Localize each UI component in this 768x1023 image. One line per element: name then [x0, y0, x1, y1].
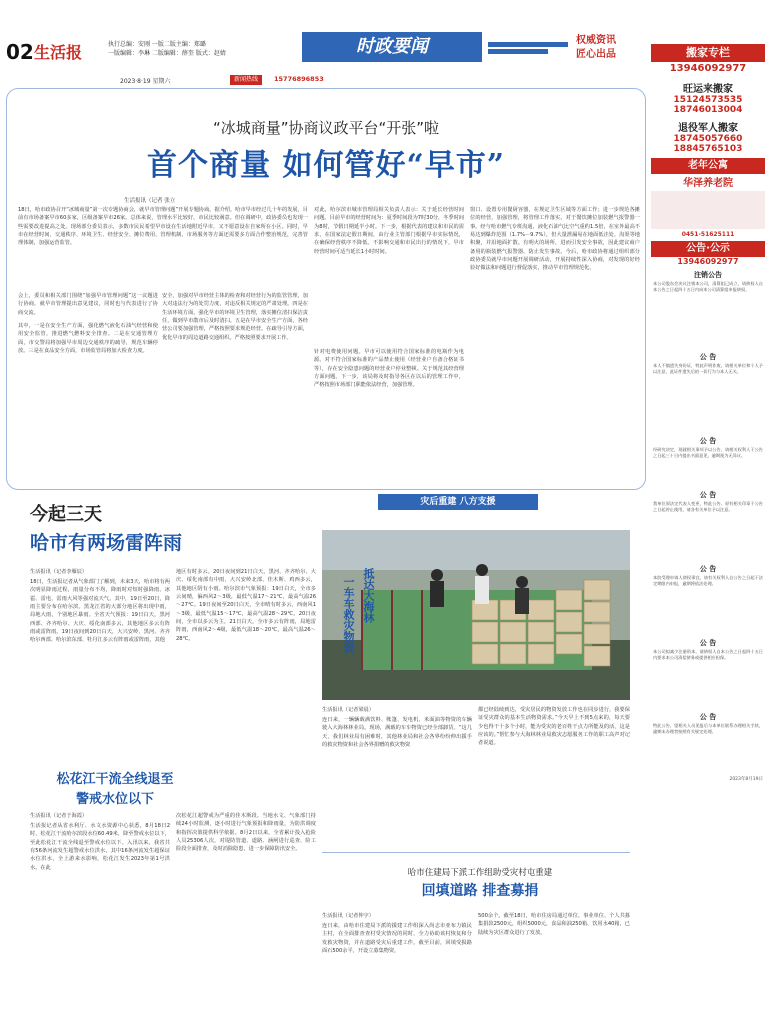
- rebuild-paragraph: 500余个。截至18日，哈市住房局通过单位、事业单位、个人共募集捐款2500元，组织5000元，食品和油250箱、饮用水40箱，已陆续为灾区群众进行了发放。: [478, 913, 630, 936]
- editors-line: 一版编辑：李琳 二版编辑：薛奎 版式：赵婧: [108, 50, 226, 57]
- page-number: 02: [6, 40, 34, 64]
- notice-title: 公 告: [699, 565, 717, 573]
- flood-headline-line: 松花江干流全线退至: [56, 772, 174, 787]
- lead-paragraph: 窗口、设置专用餐厨容器，在规定卫生区域等方面工作；进一步规范各摊位的经营，加强管理，将管理工作落实。对于餐饮摊位加装燃气报警器一事。经与哈市燃气专班沟通，液化石油气比空气重约1.5倍，在室外最高不易达到爆炸范围（1.7%－9.7%），但大量泄漏易在地面低洼处、沟渠等地积聚，并沿地面扩散。有明火的场所，进而引发安全事故，因此建议商户备用的瓶装燃气报警器，防止发生事故。今后，哈市政协将通过组织部分政协委员就早市问题开展调研活动，开展持续性深入协商，对发现的好经验好做法和问题进行督促落实，推动早市管理规范化。: [470, 207, 640, 272]
- ad-phone: 18845765103: [673, 144, 743, 154]
- paper-name: 生活报: [34, 43, 83, 62]
- section-banner: 时政要闻: [302, 32, 482, 62]
- slogan-line: 匠心出品: [576, 48, 616, 60]
- rebuild-byline: 生活报讯（记者仲宇）: [322, 913, 374, 919]
- weather-paragraph: 18日，生活报记者从气象部门了解到，未来3天，哈市将有两次明显降雨过程，雨量分布不均，降雨时对短时强降雨、冰雹、雷电、雷雨大风等强对流天气。其中，19日至20日，降雨主要分布在哈尔滨。黑龙江省的大部分地区将出现中雨，局地大雨，个别地区暴雨。全省天气预报：19日白天，黑河西部、齐齐哈尔、大庆、绥化南部多云，其他地区多云有阵雨或雷阵雨。19日夜间到20日白天，大兴安岭、黑河、齐齐哈尔西部、哈尔滨东部、牡丹江多云有阵雨或雷阵雨，其他: [30, 579, 170, 644]
- ad-head: 公告·公示: [651, 241, 765, 257]
- lead-byline: 生活报讯（记者 张立: [124, 198, 176, 204]
- weather-headline-top: 今起三天: [30, 504, 102, 525]
- lead-paragraph: 18日，哈市政协召开“冰城商量”第一次专题协商会，就早市管理问题”开展专题协商。据介绍，哈市早市经过几十年的发展，目前有市场备案早市60多家，区级备案早市26家。总体来说，管理水平比较好，市民比较满意。但在调研中，政协委员也发现一些需要改进提高之处。现场部分委员表示，多数市民民希望早市设在生活地附近早市，又不愿意设在自家所在小区。同时，早市在经营时间、交通秩序、环境卫生、经营安全、摊位费用、管理机制、市场服务等方面还需要多方面合作整治规范，完善管理体制，加强运营监管。: [18, 207, 308, 247]
- notice-body: 本院受理申请人债权事宜，请有关权利人自公告之日起于法定期限内申报，逾期将依法处理。: [653, 575, 763, 587]
- notice-body: 本人不慎遗失身份证，特此声明作废。请相关单位和个人予以注意，此证件遗失后的一切行为与本人无关。: [653, 363, 763, 375]
- issue-date: 2023·8·19 星期六: [120, 78, 171, 85]
- notice: [651, 436, 765, 486]
- lead-paragraph: 会上，委员和相关部门围绕“加强早市管理问题”这一议题进行协商，就早市管理提出意见建议，同时也与代表进行了协商交流。: [18, 293, 158, 316]
- notice-body: 我单位原法定代表人变更，特此公告。原有相关印章于公告之日起停止使用，请各有关单位予以注意。: [653, 501, 763, 513]
- ad-head: 老年公寓: [651, 158, 765, 174]
- ad-body: [651, 191, 765, 229]
- lead-headline: 首个商量 如何管好“早市”: [147, 148, 505, 183]
- feature-paragraph: 都已经陆续到达，受灾居民的物资发放工作也在同步进行，我要保证受灾群众的基本生活物资需求。”今天早上不到5点来的，每天要少也得干十多个小时，能为受灾的老百姓干点力所能及的活，这是应该的。”帮忙参与大海林林业局救灾志愿服务工作的职工高声对记者说道。: [478, 707, 630, 747]
- flood-headline-line: 警戒水位以下: [75, 791, 154, 807]
- notice-title: 公 告: [699, 353, 717, 361]
- ad-phone: 13946092977: [677, 257, 739, 266]
- ad-title: 退役军人搬家: [678, 123, 738, 134]
- photo-title-line: 一车车救灾物资: [342, 576, 355, 653]
- hotline-number: 15776896853: [274, 75, 324, 83]
- notice: [651, 564, 765, 634]
- notice-date: 2023年8月19日: [729, 777, 763, 782]
- notice-title: 公 告: [699, 437, 717, 445]
- feature-paragraph: 连日来，一辆辆载满饮料、帐篷、发电机、米面油等物资的车辆驶入大海林林业局。现场，满载的车车物资已经全部卸货。“这几天，我们林业局有困难时，其他林业局和社会各界纷纷伸出援手的救灾物资和社会各界捐赠的救灾物资: [322, 717, 472, 748]
- slogan: [576, 34, 616, 61]
- notice-body: 经研究决定，现就相关事项予以公告，请相关权利人于公告之日起三十日内提出书面意见，逾期视为无异议。: [653, 447, 763, 459]
- notice-body: 本公司拟减少注册资本，请债权人自本公告之日起四十五日内要求本公司清偿债务或提供相应担保。: [653, 649, 763, 661]
- ad-phone: 13946092977: [669, 63, 747, 74]
- notice: [651, 352, 765, 432]
- ad-phone: 15124573535: [673, 95, 743, 105]
- ad-head: 搬家专栏: [651, 44, 765, 62]
- hotline-label: 新闻热线: [230, 75, 262, 85]
- notice-body: 特此公告，望相关人员见报后与本单位联系办理相关手续，逾期未办理者按照有关规定处理。: [653, 723, 763, 735]
- slogan-line: 权威资讯: [576, 35, 616, 46]
- notice-title: 公 告: [699, 491, 717, 499]
- classifieds-column: [651, 40, 765, 1020]
- notice-title: 公 告: [699, 713, 717, 721]
- rebuild-headline: 回填道路 排查募捐: [421, 883, 539, 899]
- flood-byline: 生活报讯（记者于海霞）: [30, 813, 88, 819]
- weather-byline: 生活报讯（记者李雁辰）: [30, 569, 88, 575]
- banner-stripes: [488, 40, 572, 56]
- ad-title: 旺运来搬家: [683, 84, 733, 95]
- weather-headline-main: 哈市有两场雷阵雨: [30, 532, 183, 554]
- lead-paragraph: 其中，一是在安全生产方面，强化燃气液化石油气经营和使用安全监管，推进燃气燃料安全排查。二是在交通管理方面，市交警局将加强早市周边交通秩序的疏导，规范车辆停放。三是在食品安全方面，市场监管局将加大检查力度。: [18, 323, 158, 354]
- lead-paragraph: 针对电费使用问题。早市可以使用符合国家标准的电瓶作为电源。对不符合国家标准的产品禁止使用（经营业户自备合格证书等），存在安全隐患问题的经营业户停业整顿。关于规范其经营理方面问题。下一步，该局将及时指导各区在以后的管理工作中，严格按照市场部门职能依法经营，加强管理。: [314, 349, 464, 389]
- ad-phone: 18746013004: [673, 105, 743, 115]
- rebuild-paragraph: 连日来，由哈市住建局下派的援建工作组深入尚志市亚布力镇民主村，在全面排查查村受灾情况的同时，全力协助该村恢复和分发救灾物资，并在道路受灾后重建工作。截至目前，回填受损路面石500余平，开设立募集物资，: [322, 923, 472, 954]
- photo-title-line: 抵达大海林: [362, 568, 375, 623]
- lead-paragraph: 对此，哈尔滨市城市管理局相关负责人表示：关于延长经营时间问题。目前早市的经营时间为：夏季时间段为7时30分，冬季时间为8时，节假日期延半小时。下一步，根据代表的建议和市民的需求，在国家法定假日期间，由行业主管部门根据早市实际情况，在确保经营秩序不降低、不影响交通和市民出行的情况下，早市经营时间可适当延长1小时时间。: [314, 207, 464, 255]
- lead-kicker: “冰城商量”协商议政平台“开张”啦: [212, 119, 440, 137]
- notice: [651, 270, 765, 348]
- notice-body: 本公司股东会决议注销本公司，清算组已成立，请债权人自本公告之日起四十五日内向本公司清算组申报债权。: [653, 281, 763, 293]
- notice-title: 注销公告: [694, 271, 722, 279]
- weather-paragraph: 地区有时多云。20日夜间到21日白天，黑河、齐齐哈尔、大庆、绥化南部有中雨，大兴安岭北部、佳木斯、鸡西多云，其他地区阴有小雨。哈尔滨市气象预报：19日白天，全市多云间晴，偏西风2～3级，最低气温17～21℃，最高气温26～27℃。19日夜间至20日白天，全市晴有时多云，西南风1～3级，最低气温15～17℃，最高气温28～29℃。20日夜间，全市以多云为主，21日白天，全市多云有阵雨，局地雷阵雨，西南风2～4级，最低气温18～20℃，最高气温26～28℃。: [176, 569, 316, 642]
- editors-line: 执行总编：安刚 一版二版主编：郑璐: [108, 41, 206, 48]
- rebuild-kicker: 哈市住建局下派工作组助受灾村屯重建: [407, 868, 553, 878]
- divider: [322, 852, 630, 853]
- notice: [651, 490, 765, 560]
- notice: [651, 638, 765, 708]
- flood-paragraph: 生活报记者从省水利厅、水文水资源中心获悉，8月18日2时，松花江干流哈尔滨段水位60.49米，降至警戒水位以下，至此松花江干流全线退至警戒水位以下。入汛以来，我省共有56条河流发生超警戒水位洪水，其中16条河流发生超保证水位洪水，全上游来水影响，松花江发生2023年第1号洪水。在此: [30, 823, 170, 871]
- notice-title: 公 告: [699, 639, 717, 647]
- ad-phone: 18745057660: [673, 134, 743, 144]
- ad-title: 华泽养老院: [683, 178, 733, 189]
- flood-paragraph: 次松花江超警戒为严重的佳木斯段。当地水文、气象部门持续24小时监测，逐小时进行气象预报和降雨量，为防洪调度和指挥决策提供科学依据。8月2日以来，全省累计投入抢险人员25306人次，对堤防管道、道路、涵闸进行巡查、险工险段全面排查，及时消除隐患，进一步保障防汛安全。: [176, 813, 316, 853]
- feature-badge: 灾后重建 八方支援: [378, 494, 538, 510]
- flood-headline: [30, 770, 200, 809]
- editors-credit: [108, 40, 288, 58]
- ad-phone: 0451-51625111: [681, 231, 735, 238]
- feature-byline: 生活报讯（记者梁晨）: [322, 707, 374, 713]
- lead-paragraph: 安全，加强对早市经营主体的检查和对经营行为的监管管理，加大对违法行为的处罚力度，对违反相关规定的严肃处理。四是在生活环境方面，强化早市的环境卫生管理，落实摊位清扫保洁责任，做到早市散市后及时清扫。五是在早市安全生产方面，各经营公司要加强管理，严格按照要求规范经营。在疏导引导方面，优化早市的周边道路交通组织。严格按照要求开展工作。: [162, 293, 308, 341]
- notice: [651, 712, 765, 776]
